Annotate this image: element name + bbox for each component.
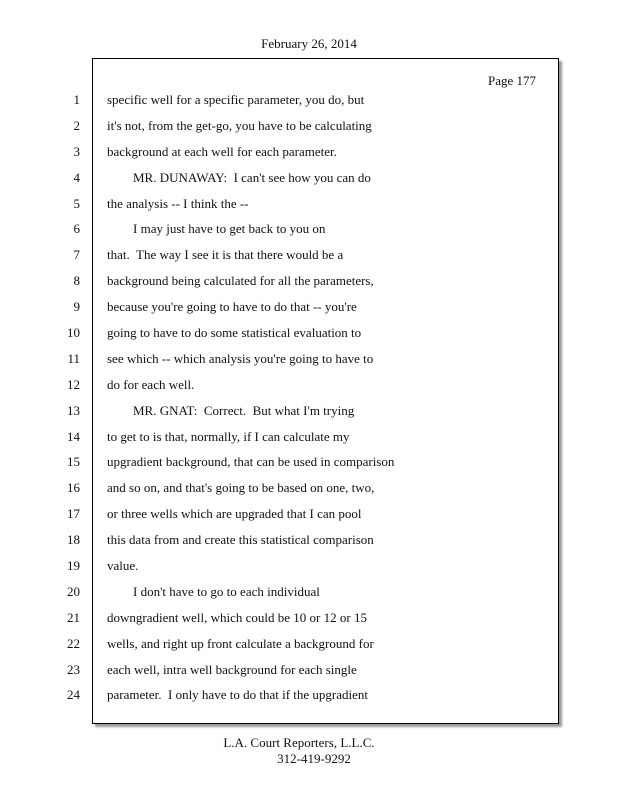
- transcript-line: [0, 351, 618, 377]
- transcript-line: [0, 299, 618, 325]
- transcript-line: [0, 532, 618, 558]
- line-text: it's not, from the get-go, you have to be calculating: [107, 117, 372, 133]
- transcript-line: [0, 377, 618, 403]
- transcript-line: [0, 480, 618, 506]
- line-text: I don't have to go to each individual: [107, 583, 320, 599]
- line-text: and so on, and that's going to be based on one, two,: [107, 480, 375, 496]
- line-number: 19: [67, 558, 80, 574]
- line-text: parameter. I only have to do that if the upgradient: [107, 687, 368, 703]
- line-number: 15: [67, 454, 80, 470]
- line-text: I may just have to get back to you on: [107, 221, 326, 237]
- line-text: because you're going to have to do that -- you're: [107, 299, 357, 315]
- line-number: 22: [67, 635, 80, 651]
- transcript-line: [0, 636, 618, 662]
- transcript-line: [0, 144, 618, 170]
- line-number: 14: [67, 428, 80, 444]
- line-number: 16: [67, 480, 80, 496]
- line-text: do for each well.: [107, 376, 195, 392]
- line-number: 20: [67, 583, 80, 599]
- transcript-line: [0, 558, 618, 584]
- line-number: 21: [67, 609, 80, 625]
- line-text: MR. GNAT: Correct. But what I'm trying: [107, 402, 355, 418]
- line-number: 2: [73, 117, 80, 133]
- line-number: 3: [73, 143, 80, 159]
- transcript-line: [0, 196, 618, 222]
- line-text: background being calculated for all the parameters,: [107, 273, 374, 289]
- line-text: each well, intra well background for each single: [107, 661, 357, 677]
- line-text: or three wells which are upgraded that I can pool: [107, 506, 362, 522]
- line-number: 9: [73, 299, 80, 315]
- line-number: 10: [67, 325, 80, 341]
- transcript-line: [0, 662, 618, 688]
- line-number: 23: [67, 661, 80, 677]
- transcript-line: [0, 429, 618, 455]
- footer-phone: 312-419-9292: [277, 751, 351, 766]
- transcript-line: [0, 403, 618, 429]
- line-number: 7: [73, 247, 80, 263]
- transcript-line: [0, 687, 618, 713]
- line-text: downgradient well, which could be 10 or 12 or 15: [107, 609, 367, 625]
- line-number: 6: [73, 221, 80, 237]
- transcript-lines: [0, 92, 618, 713]
- line-text: to get to is that, normally, if I can calculate my: [107, 428, 350, 444]
- line-text: going to have to do some statistical evaluation to: [107, 325, 362, 341]
- transcript-line: [0, 325, 618, 351]
- line-text: wells, and right up front calculate a background for: [107, 635, 374, 651]
- header-date: February 26, 2014: [261, 36, 357, 51]
- line-number: 18: [67, 532, 80, 548]
- transcript-line: [0, 454, 618, 480]
- transcript-line: [0, 118, 618, 144]
- line-text: this data from and create this statistical comparison: [107, 532, 374, 548]
- transcript-line: [0, 92, 618, 118]
- line-number: 17: [67, 506, 80, 522]
- line-number: 4: [73, 169, 80, 185]
- line-text: value.: [107, 558, 139, 574]
- line-text: specific well for a specific parameter, you do, but: [107, 92, 365, 107]
- line-number: 5: [73, 195, 80, 211]
- line-text: background at each well for each parameter.: [107, 143, 337, 159]
- transcript-line: [0, 584, 618, 610]
- footer-company: L.A. Court Reporters, L.L.C.: [223, 735, 375, 750]
- line-number: 8: [73, 273, 80, 289]
- transcript-line: [0, 273, 618, 299]
- footer: [0, 735, 618, 767]
- line-text: upgradient background, that can be used in comparison: [107, 454, 395, 470]
- line-number: 1: [73, 92, 80, 107]
- line-text: that. The way I see it is that there would be a: [107, 247, 344, 263]
- line-number: 13: [67, 402, 80, 418]
- transcript-line: [0, 610, 618, 636]
- transcript-line: [0, 247, 618, 273]
- line-text: the analysis -- I think the --: [107, 195, 249, 211]
- transcript-line: [0, 221, 618, 247]
- line-number: 24: [67, 687, 80, 703]
- line-number: 11: [67, 350, 80, 366]
- line-text: see which -- which analysis you're going to have to: [107, 350, 374, 366]
- page-number: Page 177: [487, 73, 536, 88]
- line-text: MR. DUNAWAY: I can't see how you can do: [107, 169, 371, 185]
- transcript-line: [0, 170, 618, 196]
- transcript-line: [0, 506, 618, 532]
- line-number: 12: [67, 376, 80, 392]
